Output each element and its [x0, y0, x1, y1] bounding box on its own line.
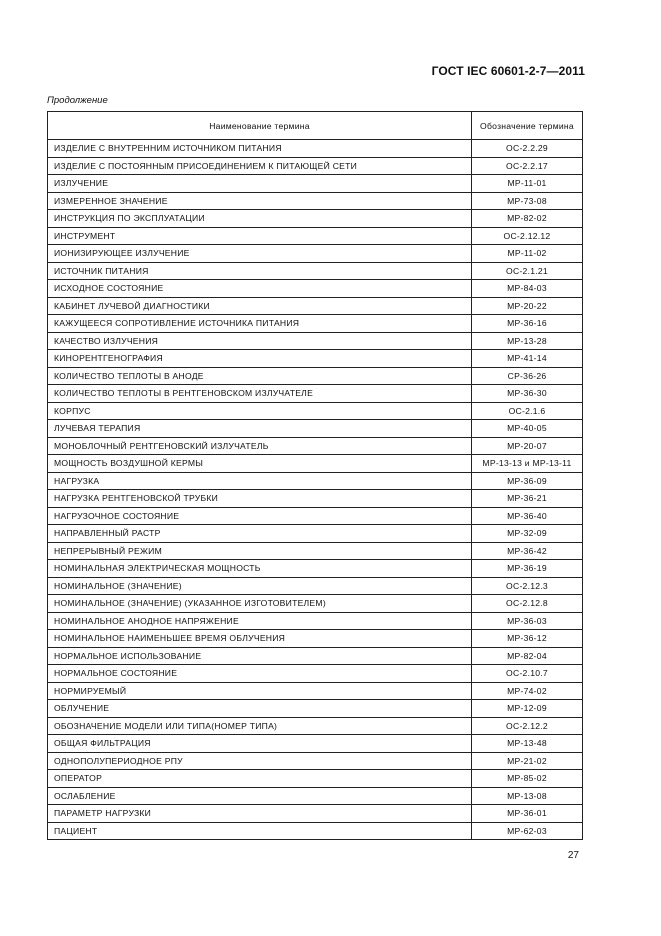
term-name-cell: ОБОЗНАЧЕНИЕ МОДЕЛИ ИЛИ ТИПА(НОМЕР ТИПА) [48, 717, 472, 735]
table-body [48, 140, 583, 840]
term-code-cell: ОС-2.1.6 [472, 402, 583, 420]
table-row [48, 752, 583, 770]
term-name-cell: НОМИНАЛЬНОЕ (ЗНАЧЕНИЕ) [48, 577, 472, 595]
table-row [48, 297, 583, 315]
term-name-cell: МОЩНОСТЬ ВОЗДУШНОЙ КЕРМЫ [48, 455, 472, 473]
column-header-term-code: Обозначение термина [472, 112, 583, 140]
term-name-cell: НОМИНАЛЬНОЕ (ЗНАЧЕНИЕ) (УКАЗАННОЕ ИЗГОТОВИТЕЛЕМ) [48, 595, 472, 613]
term-name-cell: ИНСТРУКЦИЯ ПО ЭКСПЛУАТАЦИИ [48, 210, 472, 228]
table-row [48, 577, 583, 595]
term-code-cell: МР-36-03 [472, 612, 583, 630]
table-row [48, 542, 583, 560]
table-row [48, 402, 583, 420]
term-name-cell: НОМИНАЛЬНАЯ ЭЛЕКТРИЧЕСКАЯ МОЩНОСТЬ [48, 560, 472, 578]
term-name-cell: КОЛИЧЕСТВО ТЕПЛОТЫ В АНОДЕ [48, 367, 472, 385]
table-row [48, 717, 583, 735]
term-code-cell: ОС-2.12.3 [472, 577, 583, 595]
term-code-cell: МР-82-02 [472, 210, 583, 228]
term-name-cell: КОРПУС [48, 402, 472, 420]
term-code-cell: МР-36-16 [472, 315, 583, 333]
term-code-cell: МР-85-02 [472, 770, 583, 788]
table-row [48, 140, 583, 158]
term-code-cell: ОС-2.12.12 [472, 227, 583, 245]
term-code-cell: МР-13-13 и МР-13-11 [472, 455, 583, 473]
term-code-cell: СР-36-26 [472, 367, 583, 385]
term-code-cell: МР-11-01 [472, 175, 583, 193]
term-name-cell: ИЗЛУЧЕНИЕ [48, 175, 472, 193]
term-code-cell: МР-21-02 [472, 752, 583, 770]
term-name-cell: НОРМАЛЬНОЕ СОСТОЯНИЕ [48, 665, 472, 683]
term-name-cell: ИСТОЧНИК ПИТАНИЯ [48, 262, 472, 280]
term-name-cell: КОЛИЧЕСТВО ТЕПЛОТЫ В РЕНТГЕНОВСКОМ ИЗЛУЧАТЕЛЕ [48, 385, 472, 403]
table-row [48, 350, 583, 368]
term-code-cell: МР-40-05 [472, 420, 583, 438]
document-code: ГОСТ IEC 60601-2-7—2011 [431, 64, 585, 78]
term-code-cell: МР-74-02 [472, 682, 583, 700]
term-name-cell: НАГРУЗКА РЕНТГЕНОВСКОЙ ТРУБКИ [48, 490, 472, 508]
term-code-cell: МР-73-08 [472, 192, 583, 210]
table-row [48, 665, 583, 683]
table-row [48, 612, 583, 630]
table-row [48, 595, 583, 613]
term-code-cell: МР-32-09 [472, 525, 583, 543]
table-row [48, 192, 583, 210]
term-code-cell: ОС-2.2.29 [472, 140, 583, 158]
term-code-cell: МР-82-04 [472, 647, 583, 665]
term-name-cell: КИНОРЕНТГЕНОГРАФИЯ [48, 350, 472, 368]
term-code-cell: МР-36-40 [472, 507, 583, 525]
term-name-cell: ИЗДЕЛИЕ С ПОСТОЯННЫМ ПРИСОЕДИНЕНИЕМ К ПИТАЮЩЕЙ СЕТИ [48, 157, 472, 175]
table-row [48, 822, 583, 840]
term-name-cell: НОРМАЛЬНОЕ ИСПОЛЬЗОВАНИЕ [48, 647, 472, 665]
table-row [48, 175, 583, 193]
table-row [48, 455, 583, 473]
table-row [48, 770, 583, 788]
table-row [48, 507, 583, 525]
term-name-cell: НОМИНАЛЬНОЕ НАИМЕНЬШЕЕ ВРЕМЯ ОБЛУЧЕНИЯ [48, 630, 472, 648]
term-code-cell: МР-11-02 [472, 245, 583, 263]
term-code-cell: МР-13-28 [472, 332, 583, 350]
term-name-cell: ИЗДЕЛИЕ С ВНУТРЕННИМ ИСТОЧНИКОМ ПИТАНИЯ [48, 140, 472, 158]
continuation-label: Продолжение [47, 95, 108, 106]
term-code-cell: МР-36-21 [472, 490, 583, 508]
table-row [48, 490, 583, 508]
table-row [48, 385, 583, 403]
term-code-cell: МР-20-07 [472, 437, 583, 455]
term-name-cell: КАЖУЩЕЕСЯ СОПРОТИВЛЕНИЕ ИСТОЧНИКА ПИТАНИЯ [48, 315, 472, 333]
term-name-cell: НАПРАВЛЕННЫЙ РАСТР [48, 525, 472, 543]
term-name-cell: ОБЛУЧЕНИЕ [48, 700, 472, 718]
term-code-cell: МР-13-48 [472, 735, 583, 753]
term-name-cell: НОРМИРУЕМЫЙ [48, 682, 472, 700]
term-name-cell: КАЧЕСТВО ИЗЛУЧЕНИЯ [48, 332, 472, 350]
term-name-cell: НАГРУЗОЧНОЕ СОСТОЯНИЕ [48, 507, 472, 525]
term-name-cell: ИОНИЗИРУЮЩЕЕ ИЗЛУЧЕНИЕ [48, 245, 472, 263]
term-name-cell: ОДНОПОЛУПЕРИОДНОЕ РПУ [48, 752, 472, 770]
table-row [48, 437, 583, 455]
term-code-cell: МР-13-08 [472, 787, 583, 805]
terms-table [47, 111, 583, 840]
term-name-cell: НОМИНАЛЬНОЕ АНОДНОЕ НАПРЯЖЕНИЕ [48, 612, 472, 630]
term-name-cell: КАБИНЕТ ЛУЧЕВОЙ ДИАГНОСТИКИ [48, 297, 472, 315]
table-row [48, 630, 583, 648]
term-name-cell: ИСХОДНОЕ СОСТОЯНИЕ [48, 280, 472, 298]
term-code-cell: МР-84-03 [472, 280, 583, 298]
term-name-cell: НЕПРЕРЫВНЫЙ РЕЖИМ [48, 542, 472, 560]
term-code-cell: МР-20-22 [472, 297, 583, 315]
table-row [48, 227, 583, 245]
table-row [48, 420, 583, 438]
table-row [48, 280, 583, 298]
column-header-term-name: Наименование термина [48, 112, 472, 140]
term-code-cell: ОС-2.12.2 [472, 717, 583, 735]
table-row [48, 210, 583, 228]
table-row [48, 805, 583, 823]
term-code-cell: МР-62-03 [472, 822, 583, 840]
term-name-cell: ИНСТРУМЕНТ [48, 227, 472, 245]
term-name-cell: ОСЛАБЛЕНИЕ [48, 787, 472, 805]
table-row [48, 315, 583, 333]
table-row [48, 157, 583, 175]
table-header-row [48, 112, 583, 140]
table-row [48, 332, 583, 350]
term-code-cell: МР-36-12 [472, 630, 583, 648]
table-row [48, 735, 583, 753]
table-row [48, 245, 583, 263]
term-name-cell: ОБЩАЯ ФИЛЬТРАЦИЯ [48, 735, 472, 753]
page-number: 27 [567, 850, 579, 861]
term-code-cell: МР-12-09 [472, 700, 583, 718]
term-name-cell: ПАРАМЕТР НАГРУЗКИ [48, 805, 472, 823]
term-code-cell: МР-36-09 [472, 472, 583, 490]
table-row [48, 262, 583, 280]
term-name-cell: ЛУЧЕВАЯ ТЕРАПИЯ [48, 420, 472, 438]
term-code-cell: ОС-2.12.8 [472, 595, 583, 613]
term-code-cell: ОС-2.2.17 [472, 157, 583, 175]
table-row [48, 647, 583, 665]
term-code-cell: МР-36-42 [472, 542, 583, 560]
table-row [48, 682, 583, 700]
term-name-cell: ИЗМЕРЕННОЕ ЗНАЧЕНИЕ [48, 192, 472, 210]
term-code-cell: ОС-2.10.7 [472, 665, 583, 683]
term-name-cell: НАГРУЗКА [48, 472, 472, 490]
term-code-cell: ОС-2.1.21 [472, 262, 583, 280]
table-row [48, 525, 583, 543]
term-code-cell: МР-36-19 [472, 560, 583, 578]
table-row [48, 472, 583, 490]
table-row [48, 787, 583, 805]
table-row [48, 560, 583, 578]
term-code-cell: МР-41-14 [472, 350, 583, 368]
term-name-cell: ПАЦИЕНТ [48, 822, 472, 840]
table-row [48, 700, 583, 718]
term-name-cell: ОПЕРАТОР [48, 770, 472, 788]
term-code-cell: МР-36-30 [472, 385, 583, 403]
term-code-cell: МР-36-01 [472, 805, 583, 823]
table-row [48, 367, 583, 385]
term-name-cell: МОНОБЛОЧНЫЙ РЕНТГЕНОВСКИЙ ИЗЛУЧАТЕЛЬ [48, 437, 472, 455]
